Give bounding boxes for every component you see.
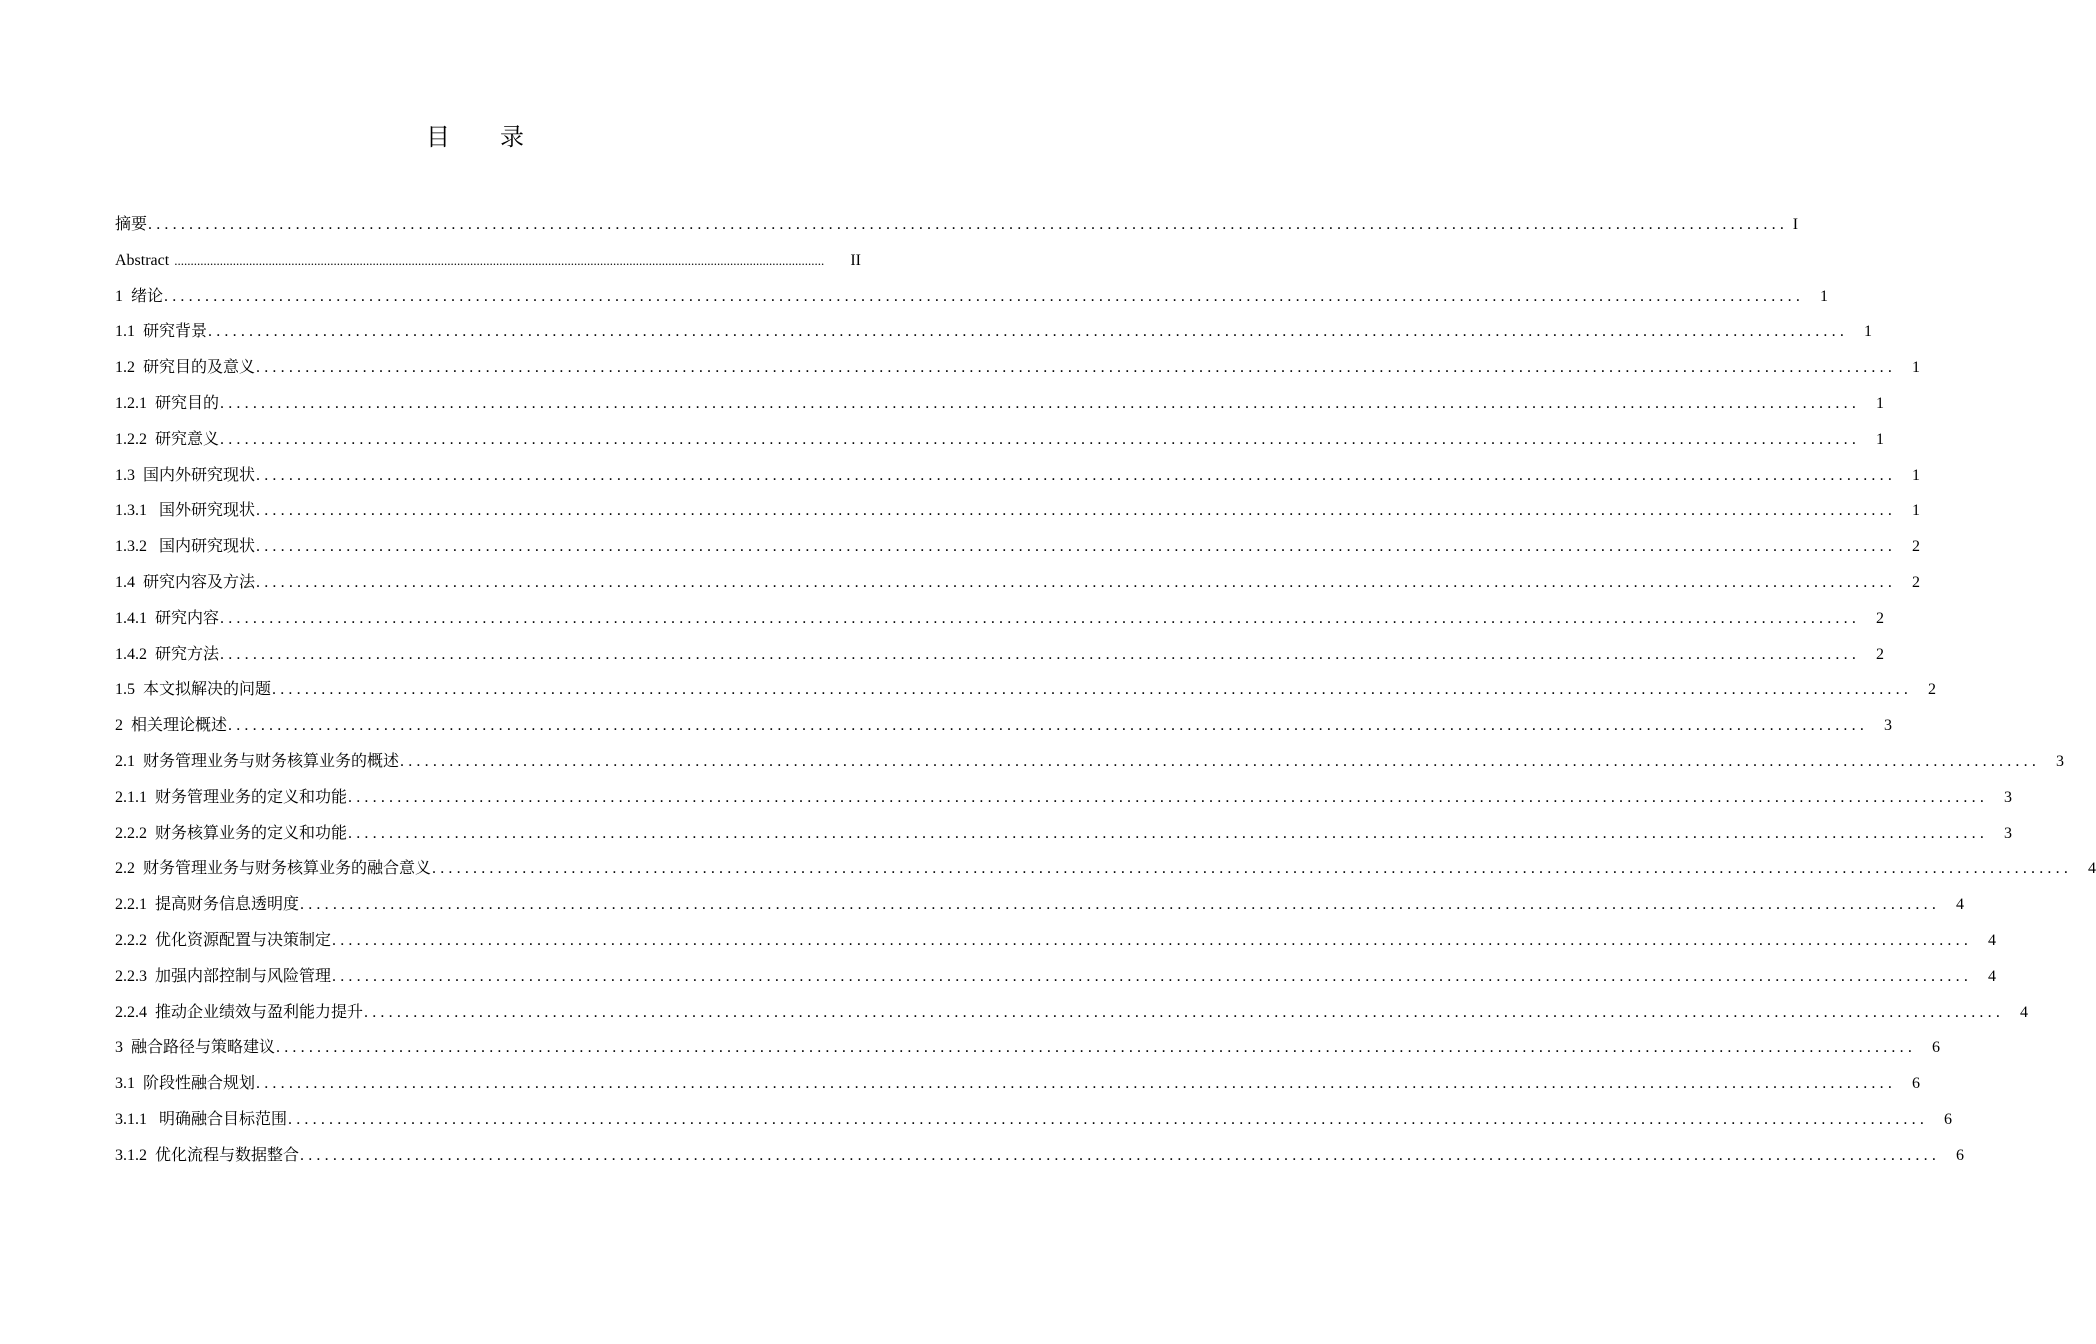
toc-entry-title: 摘要 [115, 216, 148, 233]
dot-leader: ........................................................................................................................................................................................................ [148, 216, 1789, 233]
toc-entry-page-number: 6 [1912, 1075, 1921, 1093]
toc-entry-title: 融合路径与策略建议 [131, 1039, 276, 1057]
toc-entry[interactable] [115, 601, 1885, 637]
dot-leader: ........................................................................................................................................................................................................ [220, 394, 1861, 412]
toc-entry-number: 1.3 [115, 466, 143, 484]
dot-leader: ........................................................................................................................................................................................................ [332, 967, 1973, 985]
toc-entry[interactable] [115, 995, 2029, 1031]
dot-leader: ........................................................................................................................................................................................................ [220, 645, 1861, 663]
toc-entry[interactable] [115, 565, 1921, 601]
toc-entry-page-number: 6 [1932, 1039, 1941, 1057]
toc-entry[interactable] [115, 1138, 1965, 1174]
toc-entry[interactable] [115, 780, 2013, 816]
toc-entry-title: 财务管理业务与财务核算业务的概述 [143, 752, 400, 770]
toc-entry-number: 3.1.2 [115, 1146, 155, 1164]
toc-entry-page-number: 3 [2004, 824, 2013, 842]
dot-leader: ........................................................................................................................................................................................................ [348, 788, 1989, 806]
toc-entry-title: 相关理论概述 [131, 717, 228, 735]
toc-entry-page-number: 4 [1956, 896, 1965, 914]
toc-entry-number: 1.1 [115, 323, 143, 341]
toc-entry-title: 研究方法 [155, 645, 220, 663]
toc-entry-page-number: I [1792, 216, 1799, 233]
toc-entry[interactable] [115, 851, 2096, 887]
toc-entry-title: 财务管理业务与财务核算业务的融合意义 [143, 860, 432, 878]
toc-entry-page-number: 4 [1988, 967, 1997, 985]
dot-leader: ........................................................................................................................................................................................................ [364, 1003, 2005, 1021]
toc-entry-number: 2.2.2 [115, 824, 155, 842]
toc-entry[interactable] [115, 708, 1893, 744]
dot-leader: ........................................................................................................................................................................................................ [300, 896, 1941, 914]
toc-entry-title: 明确融合目标范围 [159, 1110, 288, 1128]
toc-entry[interactable] [115, 959, 1997, 995]
toc-entry-page-number: 2 [1928, 681, 1937, 699]
toc-entry-page-number: 4 [2020, 1003, 2029, 1021]
dot-leader: ........................................................................................................................................................................................................ [228, 717, 1869, 735]
toc-entry[interactable] [115, 1102, 1953, 1138]
toc-entry[interactable] [115, 493, 1921, 529]
toc-entry-title: 提高财务信息透明度 [155, 896, 300, 914]
toc-entry-title: 绪论 [131, 287, 164, 305]
toc-entry[interactable] [115, 458, 1921, 494]
toc-entry-number: 1.2.2 [115, 430, 155, 448]
toc-entry-page-number: 1 [1864, 323, 1873, 341]
toc-entry-page-number: 3 [2056, 752, 2065, 770]
dot-leader: ........................................................................................................................................................................................................ [300, 1146, 1941, 1164]
toc-entry-title: 本文拟解决的问题 [143, 681, 272, 699]
toc-entry-number: 1.3.1 [115, 502, 159, 520]
toc-entry-title: 研究背景 [143, 323, 208, 341]
toc-entry-page-number: 4 [1988, 931, 1997, 949]
dot-leader: ........................................................................................................................................................................................................ [332, 931, 1973, 949]
toc-entry-title: 优化流程与数据整合 [155, 1146, 300, 1164]
toc-entry[interactable] [115, 887, 1965, 923]
toc-entry-title: 研究目的 [155, 394, 220, 412]
toc-entry-page-number: 1 [1876, 394, 1885, 412]
toc-entry-title: 国内研究现状 [159, 538, 256, 556]
toc-entry[interactable] [115, 816, 2013, 852]
dot-leader: ........................................................................................................................................................................................................ [256, 502, 1897, 520]
toc-entry[interactable] [115, 529, 1921, 565]
dot-leader: ........................................................................................................................................................................................................ [208, 323, 1849, 341]
toc-entry-page-number: II [850, 251, 861, 269]
dot-leader: ........................................................................................................................................................................................................ [174, 252, 825, 268]
dot-leader: ........................................................................................................................................................................................................ [432, 860, 2073, 878]
toc-entry-number: 1.2 [115, 359, 143, 377]
dot-leader: ........................................................................................................................................................................................................ [400, 752, 2041, 770]
toc-entry[interactable] [115, 243, 861, 279]
toc-entry-number: 3.1.1 [115, 1110, 159, 1128]
dot-leader: ........................................................................................................................................................................................................ [256, 538, 1897, 556]
toc-entry-title: 优化资源配置与决策制定 [155, 931, 332, 949]
toc-entry[interactable] [115, 207, 1799, 243]
toc-entry-number: 1.4.1 [115, 609, 155, 627]
toc-entry-number: 1.4 [115, 573, 143, 591]
toc-entry-number: 1.5 [115, 681, 143, 699]
toc-entry[interactable] [115, 314, 1873, 350]
toc-entry[interactable] [115, 422, 1885, 458]
toc-entry[interactable] [115, 1030, 1941, 1066]
toc-entry-title: 推动企业绩效与盈利能力提升 [155, 1003, 364, 1021]
toc-entry[interactable] [115, 279, 1829, 315]
toc-entry-title: 财务核算业务的定义和功能 [155, 824, 348, 842]
toc-entry-page-number: 1 [1912, 359, 1921, 377]
dot-leader: ........................................................................................................................................................................................................ [276, 1039, 1917, 1057]
toc-entry[interactable] [115, 672, 1937, 708]
toc-entry-title: 国内外研究现状 [143, 466, 256, 484]
page-title: 目 录 [426, 125, 546, 151]
toc-entry-number: 3 [115, 1039, 131, 1057]
toc-entry-number: 1.3.2 [115, 538, 159, 556]
dot-leader: ........................................................................................................................................................................................................ [256, 466, 1897, 484]
toc-entry[interactable] [115, 923, 1997, 959]
toc-entry-number: 2.2 [115, 860, 143, 878]
toc-entry-title: 研究内容 [155, 609, 220, 627]
toc-entry-title: 国外研究现状 [159, 502, 256, 520]
toc-entry-page-number: 2 [1876, 645, 1885, 663]
toc-entry-page-number: 2 [1912, 573, 1921, 591]
toc-entry-title: Abstract [115, 251, 174, 269]
toc-entry-number: 2.1 [115, 752, 143, 770]
dot-leader: ........................................................................................................................................................................................................ [220, 609, 1861, 627]
toc-entry-title: 阶段性融合规划 [143, 1075, 256, 1093]
toc-entry-page-number: 3 [1884, 717, 1893, 735]
toc-entry-number: 2.1.1 [115, 788, 155, 806]
dot-leader: ........................................................................................................................................................................................................ [256, 359, 1897, 377]
dot-leader: ........................................................................................................................................................................................................ [288, 1110, 1929, 1128]
toc-entry-page-number: 3 [2004, 788, 2013, 806]
toc-entry-page-number: 4 [2088, 860, 2096, 878]
toc-entry-number: 2.2.3 [115, 967, 155, 985]
toc-entry-number: 1.2.1 [115, 394, 155, 412]
table-of-contents [115, 207, 2096, 1174]
toc-entry[interactable] [115, 1066, 1921, 1102]
toc-entry-number: 1.4.2 [115, 645, 155, 663]
toc-entry-page-number: 2 [1876, 609, 1885, 627]
toc-entry-title: 研究意义 [155, 430, 220, 448]
toc-entry-number: 2.2.2 [115, 931, 155, 949]
dot-leader: ........................................................................................................................................................................................................ [256, 573, 1897, 591]
toc-entry-page-number: 6 [1944, 1110, 1953, 1128]
toc-entry-page-number: 1 [1876, 430, 1885, 448]
toc-entry-title: 研究目的及意义 [143, 359, 256, 377]
dot-leader: ........................................................................................................................................................................................................ [220, 430, 1861, 448]
toc-entry-page-number: 1 [1820, 287, 1829, 305]
toc-entry-number: 2 [115, 717, 131, 735]
toc-entry-title: 财务管理业务的定义和功能 [155, 788, 348, 806]
toc-entry[interactable] [115, 637, 1885, 673]
dot-leader: ........................................................................................................................................................................................................ [348, 824, 1989, 842]
toc-entry[interactable] [115, 386, 1885, 422]
toc-entry-title: 加强内部控制与风险管理 [155, 967, 332, 985]
toc-entry[interactable] [115, 744, 2065, 780]
toc-entry-page-number: 2 [1912, 538, 1921, 556]
toc-entry-number: 3.1 [115, 1075, 143, 1093]
toc-entry-page-number: 6 [1956, 1146, 1965, 1164]
toc-entry[interactable] [115, 350, 1921, 386]
toc-entry-number: 2.2.1 [115, 896, 155, 914]
toc-entry-title: 研究内容及方法 [143, 573, 256, 591]
dot-leader: ........................................................................................................................................................................................................ [164, 287, 1805, 305]
toc-entry-page-number: 1 [1912, 502, 1921, 520]
dot-leader: ........................................................................................................................................................................................................ [256, 1075, 1897, 1093]
dot-leader: ........................................................................................................................................................................................................ [272, 681, 1913, 699]
toc-entry-page-number: 1 [1912, 466, 1921, 484]
toc-entry-number: 1 [115, 287, 131, 305]
toc-entry-number: 2.2.4 [115, 1003, 155, 1021]
